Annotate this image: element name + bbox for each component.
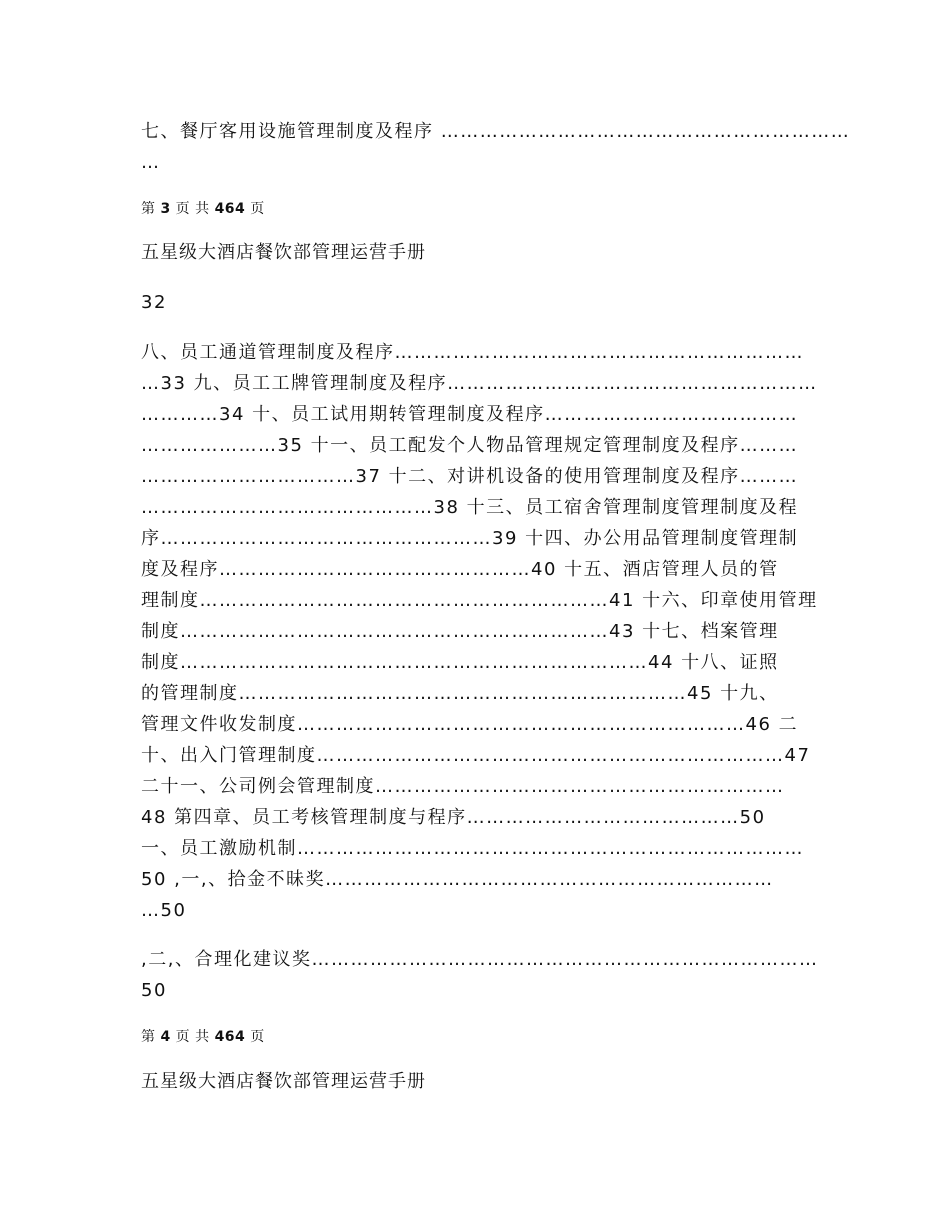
footer-prefix: 第	[141, 201, 161, 217]
page-footer	[141, 1026, 265, 1048]
toc-line: 制度………………………………………………………………44 十八、证照	[141, 652, 779, 673]
toc-line: …………………35 十一、员工配发个人物品管理规定管理制度及程序………	[141, 435, 799, 456]
toc-line: 序……………………………………………39 十四、办公用品管理制度管理制	[141, 528, 799, 549]
toc-line: …………34 十、员工试用期转管理制度及程序…………………………………	[141, 404, 799, 425]
toc-entry: ,二,、合理化建议奖……………………………………………………………………	[141, 949, 819, 970]
page-header: 五星级大酒店餐饮部管理运营手册	[141, 1071, 426, 1092]
toc-line: 二十一、公司例会管理制度………………………………………………………	[141, 776, 785, 797]
toc-line: 十、出入门管理制度………………………………………………………………47	[141, 745, 811, 766]
toc-line: ……………………………37 十二、对讲机设备的使用管理制度及程序………	[141, 466, 799, 487]
toc-line: 50 ,一,、拾金不昧奖……………………………………………………………	[141, 869, 774, 890]
footer-suffix: 页	[245, 201, 265, 217]
toc-line: 制度…………………………………………………………43 十七、档案管理	[141, 621, 779, 642]
toc-line: 管理文件收发制度……………………………………………………………46 二	[141, 714, 799, 735]
footer-prefix: 第	[141, 1029, 161, 1045]
toc-line: 48 第四章、员工考核管理制度与程序……………………………………50	[141, 807, 766, 828]
footer-page-number: 3	[160, 201, 171, 217]
toc-line: 八、员工通道管理制度及程序………………………………………………………	[141, 342, 804, 363]
toc-page-number: 32	[141, 292, 167, 313]
toc-line: ………………………………………38 十三、员工宿舍管理制度管理制度及程	[141, 497, 799, 518]
toc-line: 的管理制度……………………………………………………………45 十九、	[141, 683, 779, 704]
footer-mid: 页 共	[170, 201, 215, 217]
toc-entry-continuation: …	[141, 152, 161, 173]
toc-line: 度及程序…………………………………………40 十五、酒店管理人员的管	[141, 559, 779, 580]
toc-line: 一、员工激励机制……………………………………………………………………	[141, 838, 804, 859]
page-footer	[141, 198, 265, 220]
toc-entry: 七、餐厅客用设施管理制度及程序 ………………………………………………………	[141, 121, 851, 142]
toc-line: 理制度………………………………………………………41 十六、印章使用管理	[141, 590, 818, 611]
footer-page-number: 4	[160, 1029, 171, 1045]
footer-suffix: 页	[245, 1029, 265, 1045]
footer-total-pages: 464	[214, 201, 246, 217]
toc-line: …33 九、员工工牌管理制度及程序…………………………………………………	[141, 373, 818, 394]
footer-mid: 页 共	[170, 1029, 215, 1045]
toc-line: …50	[141, 900, 187, 921]
toc-entry-page: 50	[141, 980, 167, 1001]
page-header: 五星级大酒店餐饮部管理运营手册	[141, 242, 426, 263]
footer-total-pages: 464	[214, 1029, 246, 1045]
